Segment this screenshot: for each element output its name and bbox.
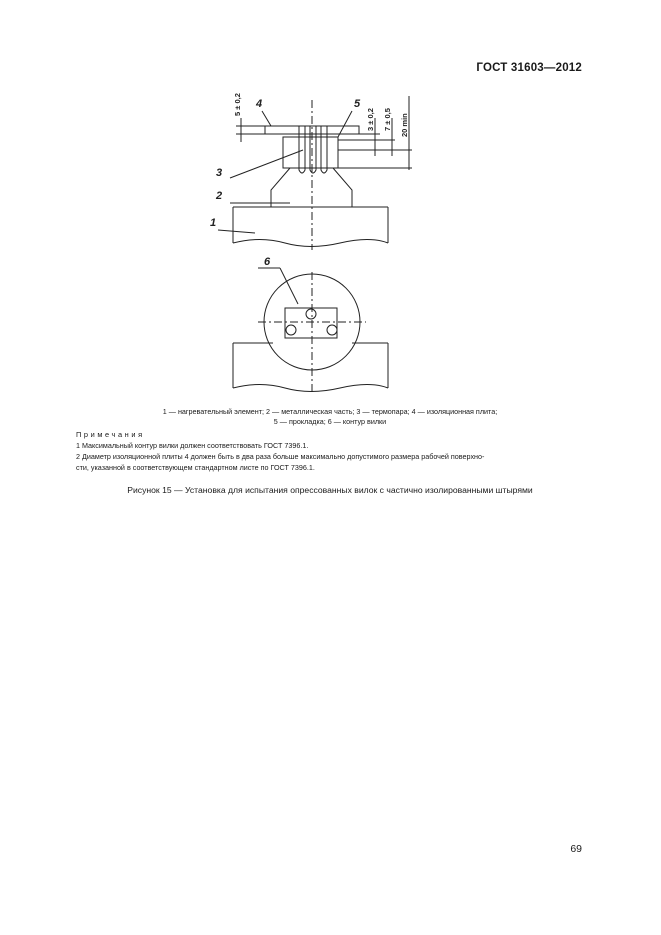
note-2-line-1: 2 Диаметр изоляционной плиты 4 должен быть в два раза больше максимально допустимого размера рабочей поверхно- bbox=[76, 452, 485, 461]
document-header: ГОСТ 31603—2012 bbox=[476, 62, 582, 74]
test-setup-figure bbox=[0, 0, 661, 420]
dim-3: 3 ± 0,2 bbox=[366, 108, 375, 131]
figure-caption: Рисунок 15 — Установка для испытания опрессованных вилок с частично изолированными штырями bbox=[127, 485, 533, 495]
pins bbox=[299, 126, 327, 173]
plug-face-rect bbox=[285, 308, 337, 338]
note-1: 1 Максимальный контур вилки должен соответствовать ГОСТ 7396.1. bbox=[76, 441, 309, 450]
callout-1: 1 bbox=[210, 217, 217, 229]
callout-3: 3 bbox=[216, 167, 223, 179]
dim-20: 20 min bbox=[400, 113, 409, 137]
note-2-line-2: сти, указанной в соответствующем стандартном листе по ГОСТ 7396.1. bbox=[76, 463, 315, 472]
heating-element-top bbox=[233, 207, 388, 247]
legend-line-2: 5 — прокладка; 6 — контур вилки bbox=[273, 417, 387, 426]
notes-title: Примечания bbox=[76, 430, 145, 439]
dim-5: 5 ± 0,2 bbox=[233, 93, 242, 116]
thermocouple-leader bbox=[230, 150, 303, 178]
page-number: 69 bbox=[570, 843, 582, 855]
callout-2: 2 bbox=[216, 190, 223, 202]
legend-line-1: 1 — нагревательный элемент; 2 — металлическая часть; 3 — термопара; 4 — изоляционная плита; bbox=[162, 407, 498, 416]
callout-6: 6 bbox=[264, 256, 271, 268]
dim-7: 7 ± 0,5 bbox=[383, 108, 392, 131]
callout-5: 5 bbox=[354, 98, 361, 110]
callout-4: 4 bbox=[256, 98, 263, 110]
